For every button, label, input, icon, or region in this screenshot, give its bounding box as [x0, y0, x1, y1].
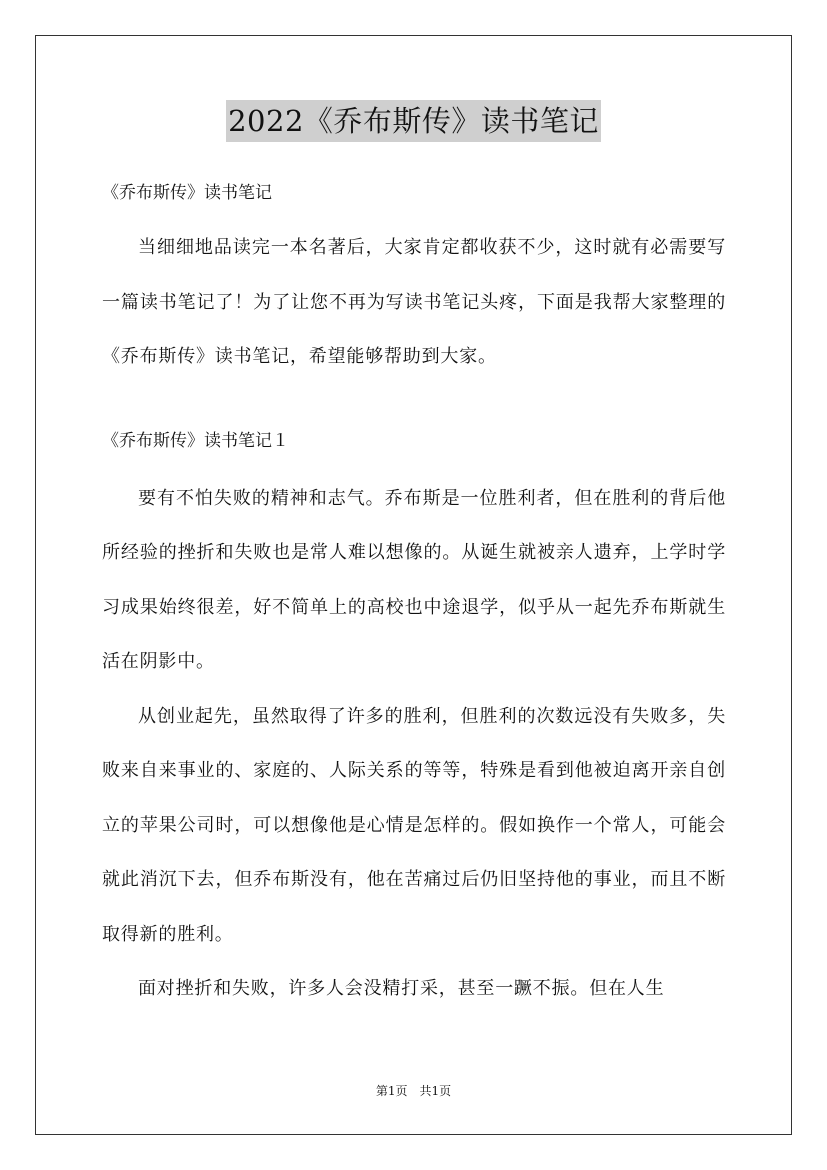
body-paragraph: 要有不怕失败的精神和志气。乔布斯是一位胜利者，但在胜利的背后他所经验的挫折和失败也是常人难以想像的。从诞生就被亲人遗弃，上学时学习成果始终很差，好不简单上的高校也中途退学，似乎从一起先乔布斯就生活在阴影中。 — [102, 487, 726, 672]
document-subtitle: 《乔布斯传》读书笔记 — [102, 183, 272, 203]
document-body — [102, 173, 726, 1017]
page-footer: 第1页 共1页 — [375, 1084, 452, 1098]
document-title-container — [0, 100, 827, 142]
document-title: 2022《乔布斯传》读书笔记 — [226, 100, 601, 142]
body-paragraph: 从创业起先，虽然取得了许多的胜利，但胜利的次数远没有失败多，失败来自来事业的、家庭的、人际关系的等等，特殊是看到他被迫离开亲自创立的苹果公司时，可以想像他是心情是怎样的。假如换作一个常人，可能会就此消沉下去，但乔布斯没有，他在苦痛过后仍旧坚持他的事业，而且不断取得新的胜利。 — [102, 705, 726, 945]
body-paragraph: 面对挫折和失败，许多人会没精打采，甚至一蹶不振。但在人生 — [138, 978, 665, 999]
intro-paragraph: 当细细地品读完一本名著后，大家肯定都收获不少，这时就有必需要写一篇读书笔记了！为了让您不再为写读书笔记头疼，下面是我帮大家整理的《乔布斯传》读书笔记，希望能够帮助到大家。 — [102, 237, 726, 367]
section-heading: 《乔布斯传》读书笔记１ — [102, 430, 289, 451]
